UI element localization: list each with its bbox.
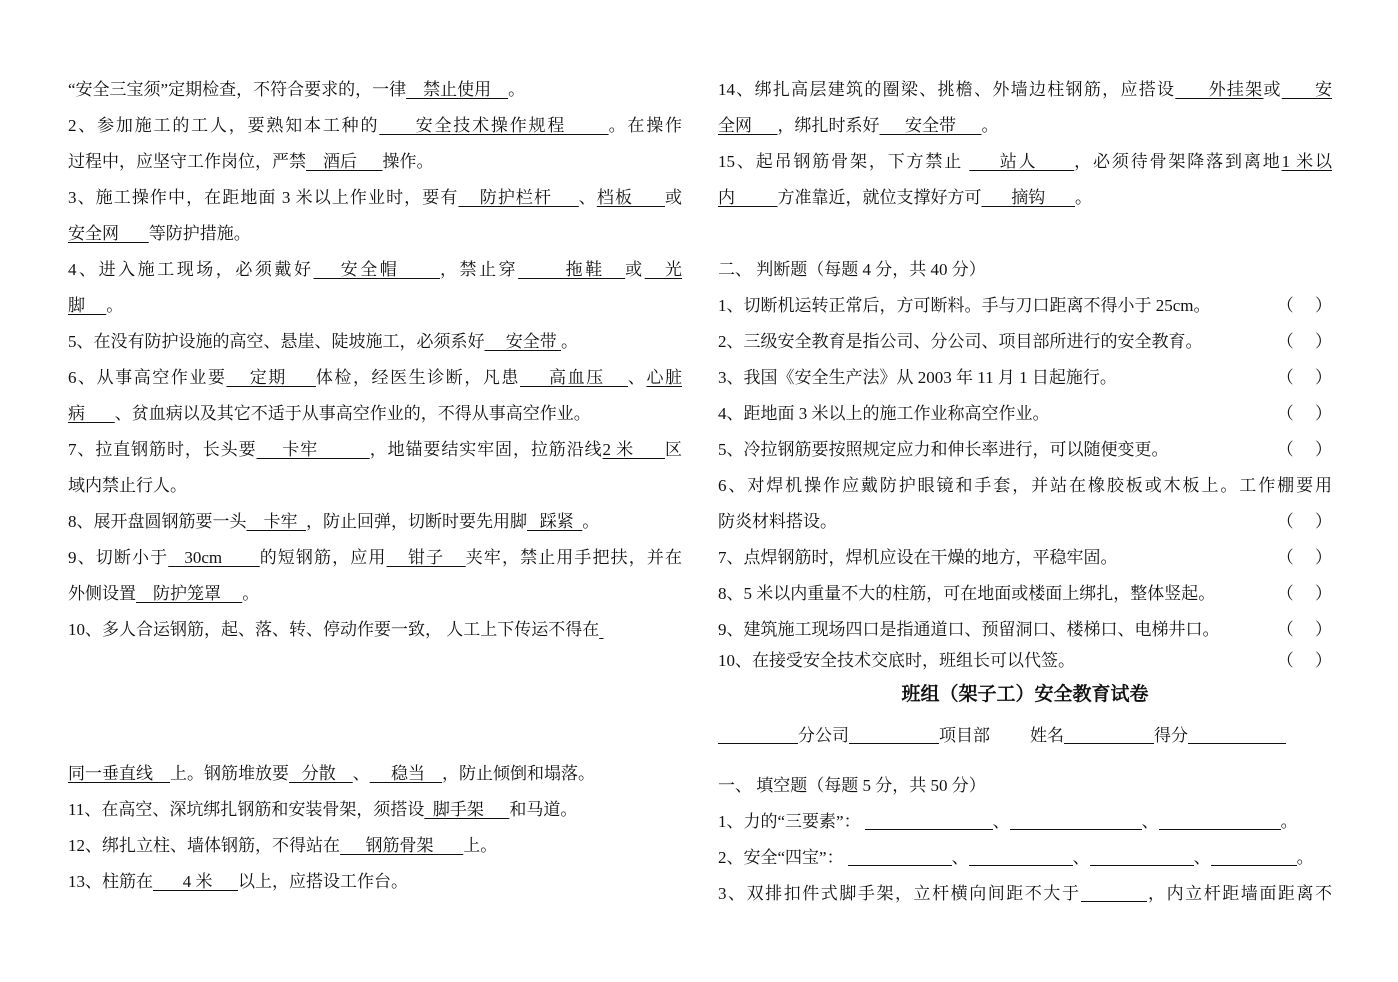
fill-question-2 [718,846,1332,870]
answer-paren[interactable]: （ ） [1276,332,1332,351]
text: 15、起吊钢筋骨架，下方禁止 [718,152,970,171]
branch-label: 分公司 [798,726,849,745]
text: 防炎材料搭设。 [718,512,837,531]
answer-blank: 30cm [168,548,260,567]
exam-title: 班组（架子工）安全教育试卷 [901,684,1149,705]
section-1-heading: 一、 填空题（每题 5 分，共 50 分） [718,776,986,795]
fill-question-1 [718,810,1332,834]
text: 域内禁止行人。 [68,476,187,495]
text: 、 [578,188,597,207]
text: 、 [1193,848,1211,867]
text: 14、绑扎高层建筑的圈梁、挑檐、外墙边柱钢筋，应搭设 [718,80,1176,99]
text: 8、展开盘圆钢筋要一头 [68,512,247,531]
judge-item [718,546,1332,570]
text: 3、我国《安全生产法》从 2003 年 11 月 1 日起施行。 [718,368,1117,387]
text: 或 [1263,80,1282,99]
answer-blank: 高血压 [520,368,628,387]
text: 3、施工操作中，在距地面 3 米以上作业时，要有 [68,188,459,207]
name-label: 姓名 [1030,726,1064,745]
text: ，绑扎时系好 [777,116,880,135]
text: 。 [508,80,526,99]
text: 、 [992,812,1010,831]
answer-blank: 站人 [969,152,1075,171]
answer-blank: 防护栏杆 [458,188,579,207]
question-5 [68,330,682,354]
text: 、 [1141,812,1159,831]
answer-blank: 定期 [226,368,316,387]
project-label: 项目部 [939,726,990,745]
answer-blank: 安全帽 [313,260,440,279]
judge-item [718,649,1332,673]
judge-item [718,438,1332,462]
answer-blank: 防护笼罩 [136,584,243,603]
answer-blank: 摘钩 [981,188,1075,207]
question-10-cont [68,762,682,786]
answer-paren[interactable]: （ ） [1276,651,1332,670]
question-10 [68,618,682,642]
judge-item [718,474,1332,498]
answer-blank: 拖鞋 [518,260,626,279]
answer-blank: 钳子 [386,548,466,567]
answer-blank: 脚 [68,296,107,315]
answer-blank: 卡牢 [256,440,370,459]
judge-item [718,582,1332,606]
text: 上。 [463,836,498,855]
answer-blank: 外挂架 [1175,80,1264,99]
branch-blank[interactable] [718,725,798,744]
text: ，地锚要结实牢固，拉筋沿线 [369,440,603,459]
text: 或 [665,188,683,207]
answer-paren[interactable]: （ ） [1276,584,1332,603]
answer-paren[interactable]: （ ） [1276,440,1332,459]
answer-blank: 心脏 [646,368,683,387]
text: 。 [1075,188,1092,207]
text: ，禁止穿 [440,260,519,279]
judge-item [718,366,1332,390]
answer-blank: 酒后 [306,152,383,171]
answer-blank[interactable] [865,811,993,830]
question-2 [68,114,682,138]
answer-blank: 光 [644,260,683,279]
text: 、 [951,848,969,867]
question-3 [68,186,682,210]
text: 外侧设置 [68,584,136,603]
answer-blank: 脚手架 [424,800,510,819]
text: 操作。 [382,152,434,171]
answer-blank: 全网 [718,116,778,135]
text: 2、安全“四宝”： [718,848,844,867]
text: 10、多人合运钢筋，起、落、转、停动作要一致， 人工上下传运不得在 [68,620,600,639]
question-8 [68,510,682,534]
answer-blank: 安 [1281,80,1333,99]
judge-item [718,618,1332,642]
judge-item-cont [718,510,1332,534]
text: ，防止回弹，切断时要先用脚 [306,512,527,531]
text: 6、对焊机操作应戴防护眼镜和手套，并站在橡胶板或木板上。工作棚要用 [718,476,1332,495]
text: 、贫血病以及其它不适于从事高空作业的，不得从事高空作业。 [114,404,591,423]
answer-blank: 安全网 [68,224,149,243]
text: ，防止倾倒和塌落。 [442,764,595,783]
question-4-cont [68,294,682,318]
text: 9、切断小于 [68,548,169,567]
question-15-cont [718,186,1332,210]
answer-blank: 安全带 [484,332,561,351]
answer-blank[interactable] [969,847,1073,866]
answer-paren[interactable]: （ ） [1276,368,1332,387]
answer-blank: 钢筋骨架 [340,836,464,855]
text: 或 [625,260,645,279]
answer-blank: 同一垂直线 [68,764,170,783]
question-6 [68,366,682,390]
text: 7、拉直钢筋时，长头要 [68,440,257,459]
answer-blank[interactable] [1090,847,1194,866]
text: “安全三宝须”定期检查，不符合要求的，一律 [68,80,407,99]
text: 。 [981,116,999,135]
text: 4、进入施工现场，必须戴好 [68,260,314,279]
text: 10、在接受安全技术交底时，班组长可以代签。 [718,651,1075,670]
text: 1、力的“三要素”： [718,812,861,831]
answer-blank: 病 [68,404,115,423]
judge-item [718,402,1332,426]
text: 等防护措施。 [148,224,251,243]
question-14-cont [718,114,1332,138]
text: 、 [1072,848,1090,867]
text: 12、绑扎立柱、墙体钢筋，不得站在 [68,836,340,855]
answer-blank[interactable] [1081,883,1147,902]
question-15 [718,150,1332,174]
text: 。 [561,332,578,351]
text: ，内立杆距墙面距离不 [1146,884,1332,903]
question-9 [68,546,682,570]
answer-blank: 内 [718,188,778,207]
text: 7、点焊钢筋时，焊机应设在干燥的地方，平稳牢固。 [718,548,1118,567]
answer-blank: 安全技术操作规程 [379,116,609,135]
answer-blank: 踩紧 [527,512,583,531]
text: 5、在没有防护设施的高空、悬崖、陡坡施工，必须系好 [68,332,485,351]
text: 6、从事高空作业要 [68,368,227,387]
question-3-cont [68,222,682,246]
answer-blank [599,620,603,639]
text: 。 [1280,812,1298,831]
answer-blank: 安全带 [879,116,982,135]
answer-blank[interactable] [1211,847,1297,866]
answer-paren[interactable]: （ ） [1276,296,1332,315]
text: ，必须待骨架降落到离地 [1074,152,1282,171]
fill-question-3 [718,882,1332,906]
answer-blank: 禁止使用 [406,80,509,99]
question-13 [68,870,682,894]
text: 。 [242,584,260,603]
project-blank[interactable] [849,725,939,744]
text: 。 [1296,848,1314,867]
text: 上。钢筋堆放要 [170,764,289,783]
text: 2、参加施工的工人，要熟知本工种的 [68,116,380,135]
question-7 [68,438,682,462]
text: 11、在高空、深坑绑扎钢筋和安装骨架，须搭设 [68,800,425,819]
text: 5、冷拉钢筋要按照规定应力和伸长率进行，可以随便变更。 [718,440,1169,459]
text: 9、建筑施工现场四口是指通道口、预留洞口、楼梯口、电梯井口。 [718,620,1220,639]
question-7-cont [68,474,682,498]
text: 夹牢，禁止用手把扶，并在 [465,548,683,567]
question-14 [718,78,1332,102]
exam-header-fields [718,724,1332,748]
text: 以上，应搭设工作台。 [238,872,408,891]
score-blank[interactable] [1188,725,1286,744]
text: 1、切断机运转正常后，方可断料。手与刀口距离不得小于 25cm。 [718,296,1211,315]
question-11 [68,798,682,822]
answer-blank: 稳当 [369,764,442,783]
answer-paren[interactable]: （ ） [1276,404,1332,423]
answer-blank[interactable] [848,847,952,866]
answer-blank: 卡牢 [246,512,306,531]
judge-item [718,294,1332,318]
answer-blank: 分散 [289,764,353,783]
judge-item [718,330,1332,354]
text: 区 [665,440,683,459]
answer-blank: 2 米 [602,440,666,459]
question-4 [68,258,682,282]
text: 过程中，应坚守工作岗位，严禁 [68,152,306,171]
text: 方准靠近，就位支撑好方可 [777,188,982,207]
question-2-cont [68,150,682,174]
text: 。 [106,296,124,315]
text: 、 [627,368,647,387]
text: 。 [582,512,600,531]
answer-paren[interactable]: （ ） [1276,512,1332,531]
question-6-cont [68,402,682,426]
score-label: 得分 [1154,726,1188,745]
answer-blank: 4 米 [153,872,238,891]
text: 4、距地面 3 米以上的施工作业称高空作业。 [718,404,1050,423]
question-12 [68,834,682,858]
text: 3、双排扣件式脚手架，立杆横向间距不大于 [718,884,1081,903]
answer-blank[interactable] [1010,811,1142,830]
answer-paren[interactable]: （ ） [1276,548,1332,567]
text: 2、三级安全教育是指公司、分公司、项目部所进行的安全教育。 [718,332,1203,351]
section-2-heading: 二、 判断题（每题 4 分，共 40 分） [718,260,986,279]
answer-paren[interactable]: （ ） [1276,620,1332,639]
text: 和马道。 [509,800,578,819]
text: 。在操作 [608,116,683,135]
question-9-cont [68,582,682,606]
text: 、 [352,764,370,783]
answer-line-q1-tail [68,78,682,102]
answer-blank[interactable] [1159,811,1281,830]
answer-blank: 档板 [596,188,666,207]
text: 13、柱筋在 [68,872,153,891]
answer-blank: 1 米以 [1281,152,1333,171]
text: 体检，经医生诊断，凡患 [315,368,520,387]
text: 的短钢筋，应用 [259,548,387,567]
text: 8、5 米以内重量不大的柱筋，可在地面或楼面上绑扎，整体竖起。 [718,584,1216,603]
name-blank[interactable] [1064,725,1154,744]
